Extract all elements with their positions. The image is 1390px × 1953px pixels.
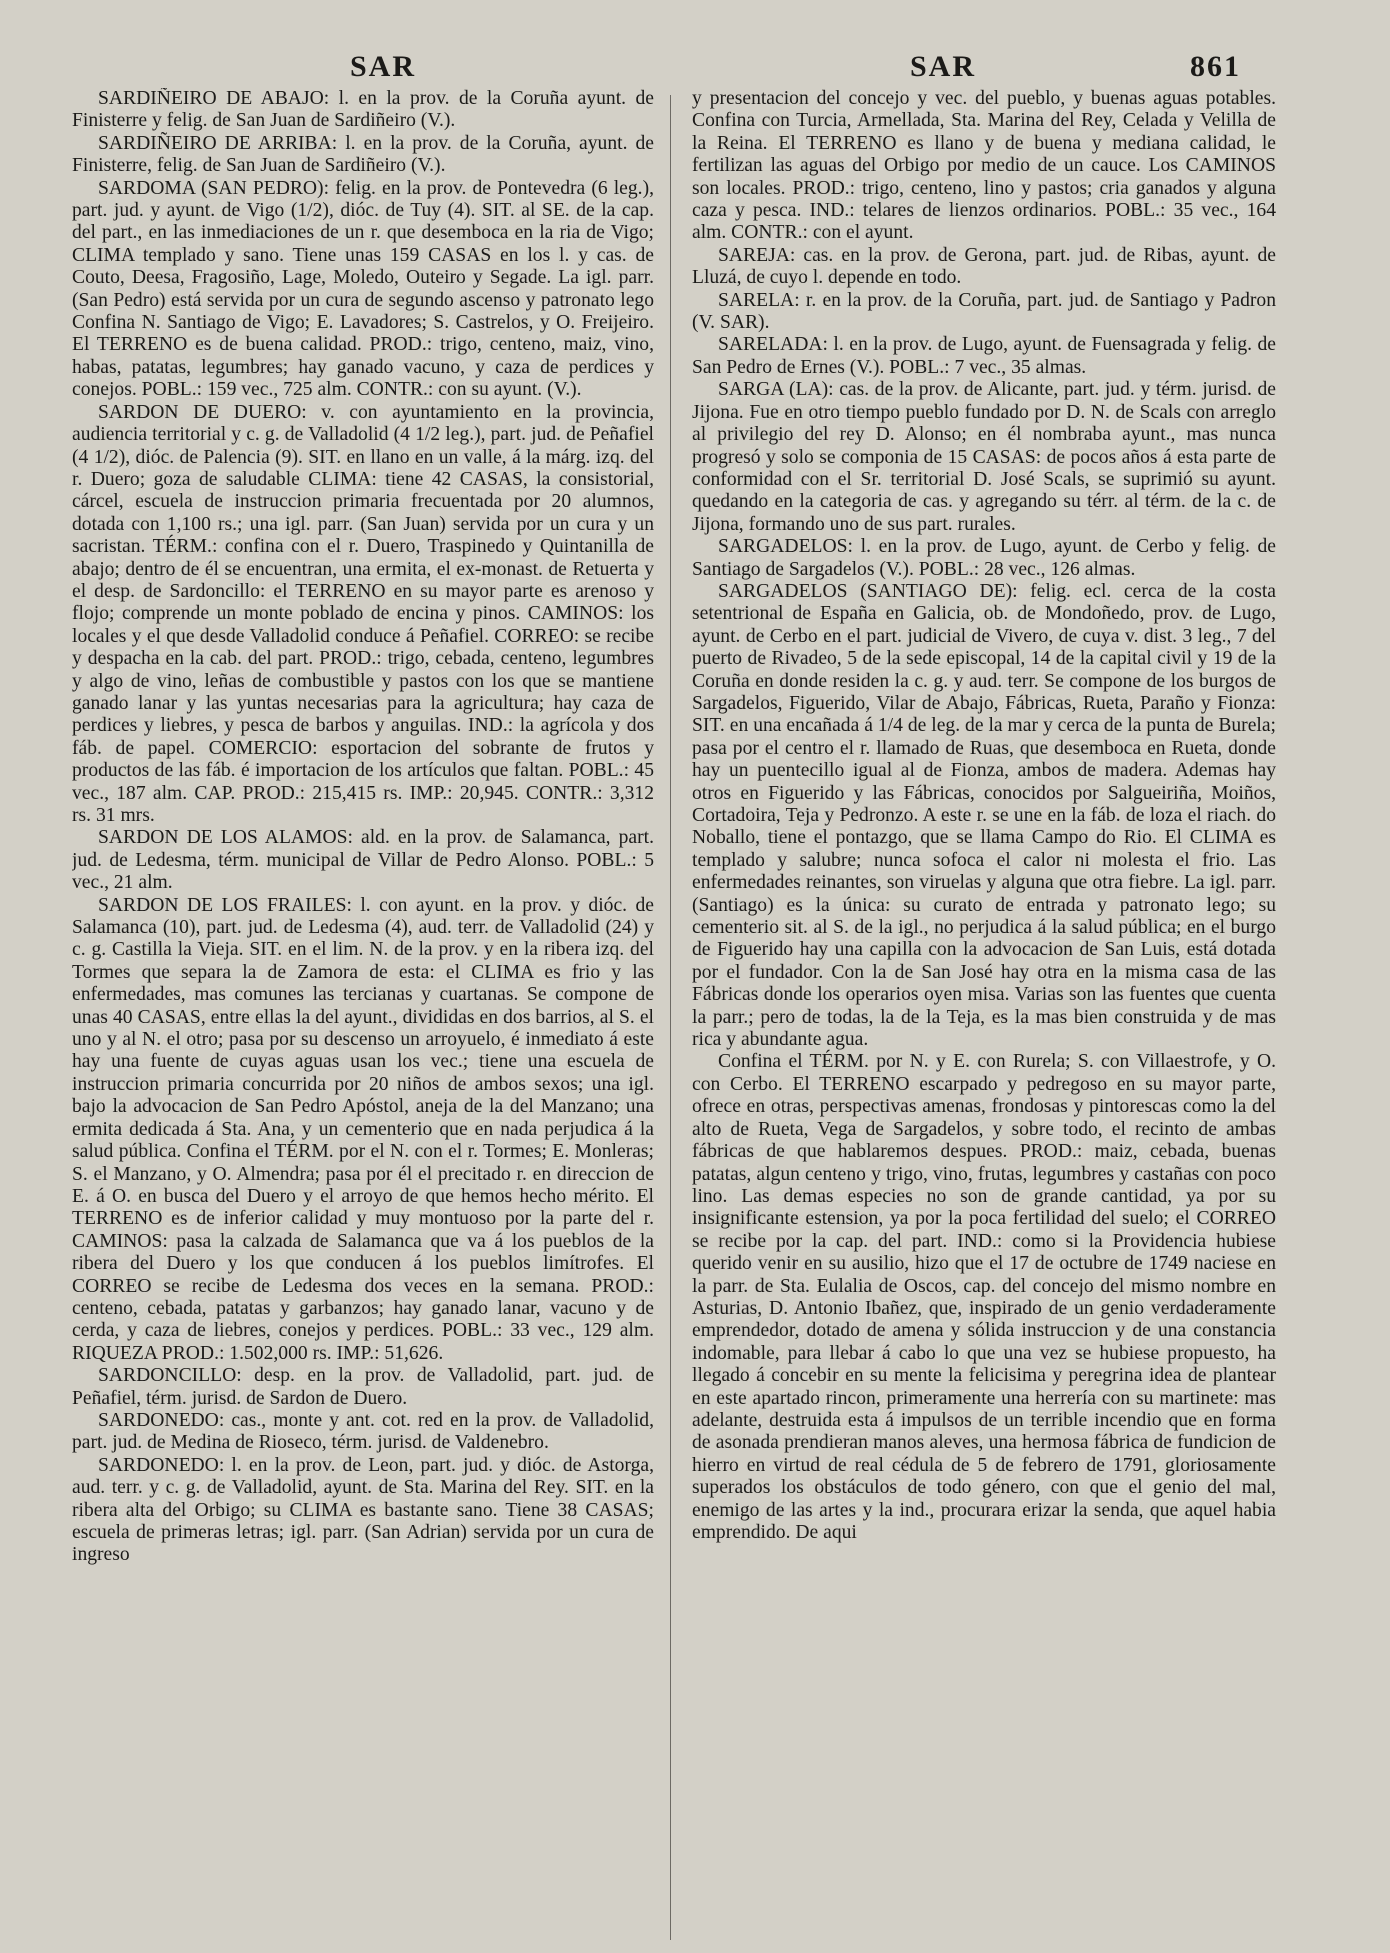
entry: SARDONCILLO: desp. en la prov. de Valladolid, part. jud. de Peñafiel, térm. jurisd. de Sardon de Duero. [72, 1365, 654, 1409]
entry: Confina el TÉRM. por N. y E. con Rurela; S. con Villaestrofe, y O. con Cerbo. El TERRENO escarpado y pedregoso en su mayor parte, ofrece en otras, perspectivas amenas, frondosas y pintorescas como la del alto de Rueta, Vega de Sargadelos, y sobre todo, el recinto de ambas fábricas de que hablaremos despues. PROD.: maiz, cebada, buenas patatas, algun centeno y trigo, vino, frutas, legumbres y castañas con poco lino. Las demas especies no son de grande cantidad, ya por su insignificante estension, ya por la poca fertilidad del suelo; el CORREO se recibe por la cap. del part. IND.: como si la Providencia hubiese querido venir en su ausilio, hizo que el 17 de octubre de 1749 naciese en la parr. de Sta. Eulalia de Oscos, cap. del concejo del mismo nombre en Asturias, D. Antonio Ibañez, que, inspirado de un genio verdaderamente emprendedor, dotado de amena y sólida instruccion y de una constancia indomable, para llebar á cabo lo que una vez se hubiese propuesto, ha llegado á concebir en su mente la felicisima y peregrina idea de plantear en este apartado rincon, primeramente una herrería con su martinete: mas adelante, destruida esta á impulsos de un terrible incendio que en forma de asonada prendieran manos aleves, una hermosa fábrica de fundicion de hierro en virtud de real cédula de 5 de febrero de 1791, gloriosamente superados los obstáculos de todo género, con que el genio del mal, enemigo de las artes y la ind., procurara erizar la senda, que aquel habia emprendido. De aqui [692, 1051, 1276, 1543]
running-head-left: SAR [350, 50, 417, 83]
entry: SARDOMA (SAN PEDRO): felig. en la prov. de Pontevedra (6 leg.), part. jud. y ayunt. de Vigo (1/2), dióc. de Tuy (4). SIT. al SE. de la cap. del part., en las inmediaciones de un r. que desemboca en la ria de Vigo; CLIMA templado y sano. Tiene unas 159 CASAS en los l. y cas. de Couto, Deesa, Fragosiño, Lage, Moledo, Outeiro y Segade. La igl. parr. (San Pedro) está servida por un cura de segundo ascenso y patronato lego Confina N. Santiago de Vigo; E. Lavadores; S. Castrelos, y O. Freijeiro. El TERRENO es de buena calidad. PROD.: trigo, centeno, maiz, vino, habas, patatas, legumbres; hay ganado vacuno, y caza de perdices y conejos. POBL.: 159 vec., 725 alm. CONTR.: con su ayunt. (V.). [72, 177, 654, 401]
entry: SARGADELOS (SANTIAGO DE): felig. ecl. cerca de la costa setentrional de España en Galicia, ob. de Mondoñedo, prov. de Lugo, ayunt. de Cerbo en el part. judicial de Vivero, de cuya v. dist. 3 leg., 7 del puerto de Rivadeo, 5 de la sede episcopal, 14 de la capital civil y 19 de la Coruña en donde residen la c. g. y aud. terr. Se compone de los burgos de Sargadelos, Figuerido, Vilar de Abajo, Fábricas, Rueta, Paraño y Fionza: SIT. en una encañada á 1/4 de leg. de la mar y cerca de la punta de Burela; pasa por el centro el r. llamado de Ruas, que desemboca en Rueta, donde hay un puentecillo igual al de Fionza, ambos de madera. Ademas hay otros en Figuerido y las Fábricas, conocidos por Salgueiriña, Moiños, Cortadoira, Teja y Pedronzo. A este r. se une en la fáb. de loza el riach. do Noballo, tiene el pontazgo, que se llama Campo do Rio. El CLIMA es templado y salubre; nunca sofoca el calor ni molesta el frio. Las enfermedades reinantes, son viruelas y alguna que otra fiebre. La igl. parr. (Santiago) es la única: su curato de entrada y patronato lego; su cementerio sit. al S. de la igl., no perjudica á la salud pública; en el burgo de Figuerido hay una capilla con la advocacion de San Luis, está dotada por el fundador. Con la de San José hay otra en la misma casa de las Fábricas donde los operarios oyen misa. Varias son las fuentes que cuenta la parr.; pero de todas, la de la Teja, es la mas bien construida y de mas rica y abundante agua. [692, 580, 1276, 1051]
running-head-right: SAR [910, 50, 977, 83]
entry: SARDONEDO: l. en la prov. de Leon, part. jud. y dióc. de Astorga, aud. terr. y c. g. de Valladolid, ayunt. de Sta. Marina del Rey. SIT. en la ribera alta del Orbigo; su CLIMA es bastante sano. Tiene 38 CASAS; escuela de primeras letras; igl. parr. (San Adrian) servida por un cura de ingreso [72, 1454, 654, 1566]
entry: SAREJA: cas. en la prov. de Gerona, part. jud. de Ribas, ayunt. de Lluzá, de cuyo l. depende en todo. [692, 244, 1276, 289]
entry: SARGA (LA): cas. de la prov. de Alicante, part. jud. y térm. jurisd. de Jijona. Fue en otro tiempo pueblo fundado por D. N. de Scals con arreglo al privilegio del rey D. Alonso; en él nombraba ayunt., mas nunca progresó y solo se componia de 15 CASAS: de pocos años á esta parte de conformidad con el Sr. territorial D. José Scals, se suprimió su ayunt. quedando en la categoria de cas. y agregando su térr. al térm. de la c. de Jijona, formando uno de sus part. rurales. [692, 379, 1276, 535]
entry: SARDIÑEIRO DE ABAJO: l. en la prov. de la Coruña ayunt. de Finisterre y felig. de San Juan de Sardiñeiro (V.). [72, 88, 654, 132]
entry: SARELA: r. en la prov. de la Coruña, part. jud. de Santiago y Padron (V. SAR). [692, 289, 1276, 334]
entry: SARDON DE LOS ALAMOS: ald. en la prov. de Salamanca, part. jud. de Ledesma, térm. municipal de Villar de Pedro Alonso. POBL.: 5 vec., 21 alm. [72, 827, 654, 894]
entry: SARDON DE DUERO: v. con ayuntamiento en la provincia, audiencia territorial y c. g. de Valladolid (4 1/2 leg.), part. jud. de Peñafiel (4 1/2), dióc. de Palencia (9). SIT. en llano en un valle, á la márg. izq. del r. Duero; goza de saludable CLIMA: tiene 42 CASAS, la consistorial, cárcel, escuela de instruccion primaria frecuentada por 20 alumnos, dotada con 1,100 rs.; una igl. parr. (San Juan) servida por un cura y un sacristan. TÉRM.: confina con el r. Duero, Traspinedo y Quintanilla de abajo; dentro de él se encuentran, una ermita, el ex-monast. de Retuerta y el desp. de Sardoncillo: el TERRENO en su mayor parte es arenoso y flojo; comprende un monte poblado de encina y pinos. CAMINOS: los locales y el que desde Valladolid conduce á Peñafiel. CORREO: se recibe y despacha en la cab. del part. PROD.: trigo, cebada, centeno, legumbres y algo de vino, leñas de combustible y pastos con los que se mantiene ganado lanar y las yuntas necesarias para la agricultura; hay caza de perdices y liebres, y pesca de barbos y anguilas. IND.: la agrícola y dos fáb. de papel. COMERCIO: esportacion del sobrante de frutos y productos de las fáb. é importacion de los artículos que faltan. POBL.: 45 vec., 187 alm. CAP. PROD.: 215,415 rs. IMP.: 20,945. CONTR.: 3,312 rs. 31 mrs. [72, 401, 654, 826]
entry: SARDIÑEIRO DE ARRIBA: l. en la prov. de la Coruña, ayunt. de Finisterre, felig. de San Juan de Sardiñeiro (V.). [72, 132, 654, 177]
right-column [692, 88, 1276, 1938]
page-number: 861 [1190, 50, 1241, 83]
entry-continuation: y presentacion del concejo y vec. del pueblo, y buenas aguas potables. Confina con Turcia, Armellada, Sta. Marina del Rey, Celada y Velilla de la Reina. El TERRENO es llano y de buena y mediana calidad, le fertilizan las aguas del Orbigo por medio de un cauce. Los CAMINOS son locales. PROD.: trigo, centeno, lino y pastos; cria ganados y alguna caza y pesca. IND.: telares de lienzos ordinarios. POBL.: 35 vec., 164 alm. CONTR.: con el ayunt. [692, 88, 1276, 244]
column-divider [670, 95, 671, 1940]
entry: SARELADA: l. en la prov. de Lugo, ayunt. de Fuensagrada y felig. de San Pedro de Ernes (V.). POBL.: 7 vec., 35 almas. [692, 334, 1276, 378]
page-header [0, 50, 1390, 90]
entry: SARGADELOS: l. en la prov. de Lugo, ayunt. de Cerbo y felig. de Santiago de Sargadelos (V.). POBL.: 28 vec., 126 almas. [692, 536, 1276, 580]
entry: SARDONEDO: cas., monte y ant. cot. red en la prov. de Valladolid, part. jud. de Medina de Rioseco, térm. jurisd. de Valdenebro. [72, 1409, 654, 1454]
entry: SARDON DE LOS FRAILES: l. con ayunt. en la prov. y dióc. de Salamanca (10), part. jud. de Ledesma (4), aud. terr. de Valladolid (24) y c. g. Castilla la Vieja. SIT. en el lim. N. de la prov. y en la ribera izq. del Tormes que separa la de Zamora de esta: el CLIMA es frio y las enfermedades, mas comunes las tercianas y cuartanas. Se compone de unas 40 CASAS, entre ellas la del ayunt., divididas en dos barrios, al S. el uno y al N. el otro; pasa por su descenso un arroyuelo, é inmediato á este hay una fuente de cuyas aguas usan los vec.; tiene una escuela de instruccion primaria concurrida por 20 niños de ambos sexos; una igl. bajo la advocacion de San Pedro Apóstol, aneja de la del Manzano; una ermita dedicada á Sta. Ana, y un cementerio que en nada perjudica á la salud pública. Confina el TÉRM. por el N. con el r. Tormes; E. Monleras; S. el Manzano, y O. Almendra; pasa por él el precitado r. en direccion de E. á O. en busca del Duero y el arroyo de que hemos hecho mérito. El TERRENO es de inferior calidad y muy montuoso por la parte del r. CAMINOS: pasa la calzada de Salamanca que va á los pueblos de la ribera del Duero y los que conducen á los pueblos limítrofes. El CORREO se recibe de Ledesma dos veces en la semana. PROD.: centeno, cebada, patatas y garbanzos; hay ganado lanar, vacuno y de cerda, y caza de liebres, conejos y perdices. POBL.: 33 vec., 129 alm. RIQUEZA PROD.: 1.502,000 rs. IMP.: 51,626. [72, 894, 654, 1364]
left-column [72, 88, 654, 1938]
